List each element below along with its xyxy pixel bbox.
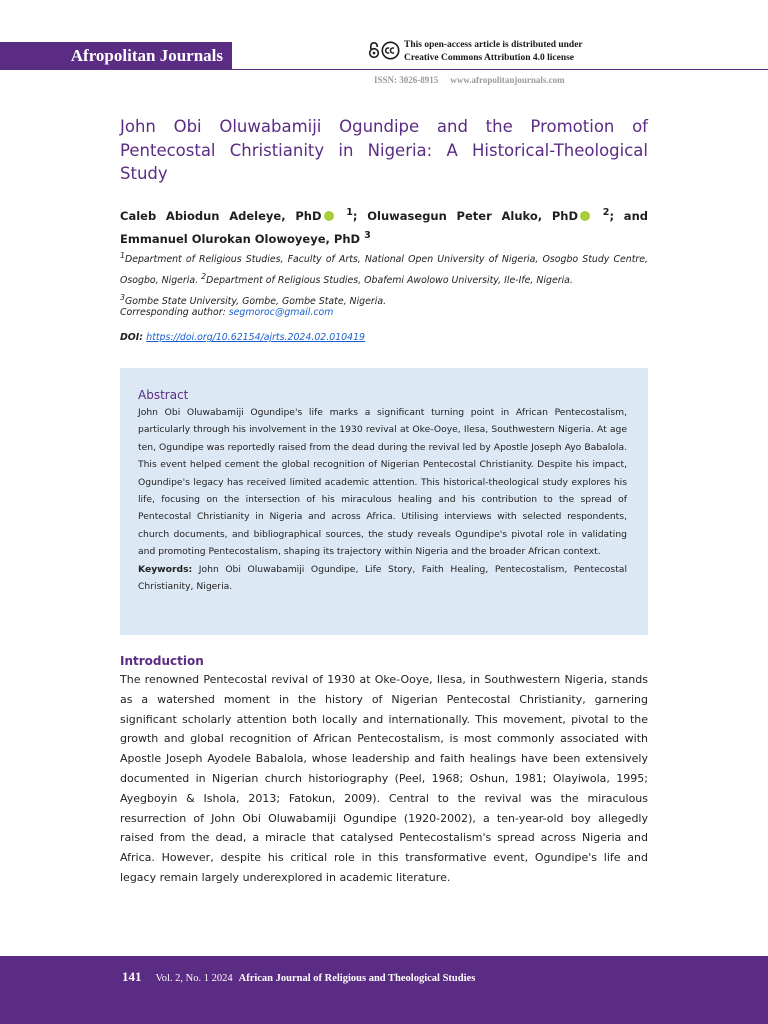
author-separator: ; — [352, 208, 368, 223]
author-affiliation-marker: 2 — [602, 207, 610, 218]
journal-website[interactable]: www.afropolitanjournals.com — [450, 75, 565, 85]
affiliation-marker: 1 — [120, 251, 125, 260]
abstract-heading: Abstract — [138, 388, 189, 402]
affiliations — [120, 247, 648, 310]
issn-line — [374, 75, 565, 85]
affiliation-text: Gombe State University, Gombe, Gombe State, Nigeria. — [124, 296, 387, 308]
affiliation-marker: 3 — [120, 293, 125, 303]
author-name: Oluwasegun Peter Aluko, PhD — [367, 208, 579, 223]
keywords-text: John Obi Oluwabamiji Ogundipe, Life Story, Faith Healing, Pentecostalism, Pentecostal Christianity, Nigeria. — [138, 563, 627, 593]
corresponding-email-link[interactable]: segmoroc@gmail.com — [228, 307, 334, 318]
license-notice — [368, 39, 583, 65]
affiliation-text: Department of Religious Studies, Faculty of Arts, National Open University of Nigeria, Osogbo Study Centre, Osogbo, Nigeria. — [120, 254, 648, 287]
license-text — [404, 39, 583, 65]
affiliation-text: Department of Religious Studies, Obafemi Awolowo University, Ile-Ife, Nigeria. — [206, 275, 573, 287]
author-name: Caleb Abiodun Adeleye, PhD — [120, 208, 322, 223]
header-rule — [232, 69, 768, 70]
orcid-icon[interactable] — [324, 211, 334, 221]
keywords-label: Keywords: — [138, 563, 193, 575]
introduction-heading: Introduction — [120, 654, 204, 668]
corresponding-author — [120, 307, 333, 318]
orcid-icon[interactable] — [580, 211, 590, 221]
volume-info: Vol. 2, No. 1 2024 — [155, 973, 233, 984]
creative-commons-icon — [381, 41, 400, 60]
author-name: Emmanuel Olurokan Olowoyeye, PhD — [120, 232, 361, 247]
journal-name: African Journal of Religious and Theological Studies — [238, 973, 476, 984]
open-access-icon — [368, 41, 380, 59]
abstract-box — [120, 368, 648, 635]
license-line-2: Creative Commons Attribution 4.0 license — [404, 53, 575, 63]
affiliation-marker: 2 — [201, 272, 207, 282]
author-list — [120, 203, 648, 250]
page-footer — [0, 956, 768, 1024]
journal-brand-banner — [0, 42, 232, 70]
footer-text — [122, 969, 475, 985]
introduction-text: The renowned Pentecostal revival of 1930 at Oke-Ooye, Ilesa, in Southwestern Nigeria, stands as a watershed moment in the history of Nigerian Pentecostal Christianity, garnering significant scholarly attention both locally and internationally. This movement, pivotal to the growth and global recognition of African Pentecostalism, is most commonly associated with Apostle Joseph Ayodele Babalola, whose leadership and faith healings have been extensively documented in Nigerian church historiography (Peel, 1968; Oshun, 1981; Olayiwola, 1995; Ayegboyin & Ishola, 2013; Fatokun, 2009). Central to the revival was the miraculous resurrection of John Obi Oluwabamiji Ogundipe (1920-2002), a ten-year-old boy allegedly raised from the dead, a miracle that catalysed Pentecostalism's spread across Nigeria and Africa. However, despite his critical role in this transformative event, Ogundipe's life and legacy remain largely underexplored in academic literature. — [120, 673, 648, 884]
page-number: 141 — [122, 969, 142, 984]
license-line-1: This open-access article is distributed under — [404, 40, 583, 50]
journal-brand-name: Afropolitan Journals — [70, 46, 223, 65]
author-affiliation-marker: 1 — [346, 207, 353, 218]
article-title: John Obi Oluwabamiji Ogundipe and the Promotion of Pentecostal Christianity in Nigeria: A Historical-Theological Study — [120, 117, 648, 183]
doi-link[interactable]: https://doi.org/10.62154/ajrts.2024.02.010419 — [146, 332, 366, 343]
doi-line — [120, 332, 365, 343]
abstract-text: John Obi Oluwabamiji Ogundipe's life marks a significant turning point in African Pentecostalism, particularly through his involvement in the 1930 revival at Oke-Ooye, Ilesa, Southwestern Nigeria. At age ten, Ogundipe was reportedly raised from the dead during the revival led by Apostle Joseph Ayo Babalola. This event helped cement the global recognition of Nigerian Pentecostal Christianity. Despite his impact, Ogundipe's legacy has received limited academic attention. This historical-theological study explores his life, focusing on the intersection of his miraculous healing and his contribution to the spread of Pentecostal Christianity in Nigeria and across Africa. Utilising interviews with selected respondents, church documents, and bibliographical sources, the study reveals Ogundipe's pivotal role in validating and promoting Pentecostalism, shaping its trajectory within Nigeria and the broader African context. — [138, 407, 627, 558]
corresponding-author-label: Corresponding author: — [120, 307, 229, 318]
author-separator: ; and — [609, 208, 648, 223]
issn-number: ISSN: 3026-8915 — [374, 75, 439, 85]
license-icons — [368, 41, 400, 60]
author-affiliation-marker: 3 — [364, 230, 371, 242]
keywords — [138, 561, 627, 596]
doi-label: DOI: — [120, 332, 147, 343]
